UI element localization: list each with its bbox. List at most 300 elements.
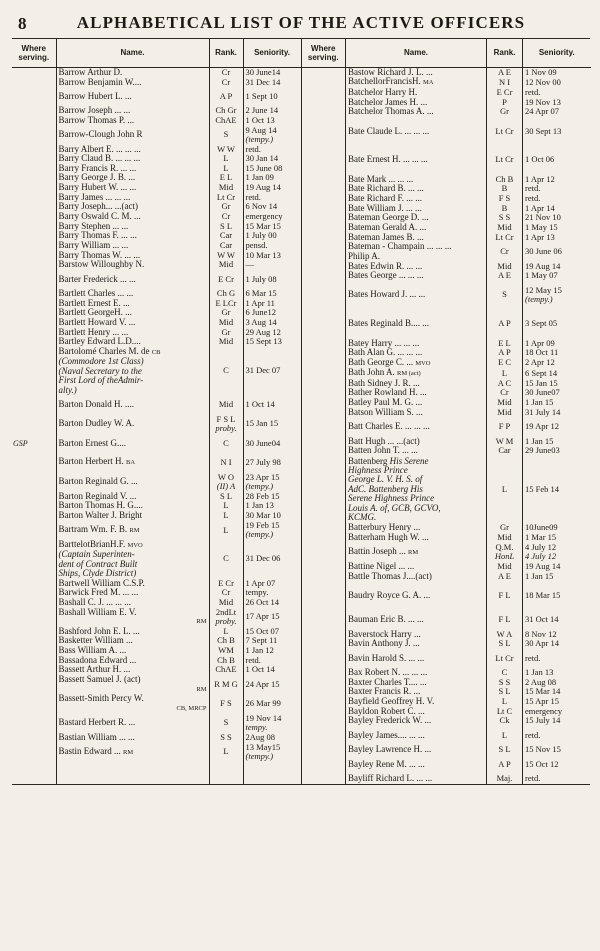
rank-value: Lt Cr bbox=[216, 192, 236, 202]
where-serving-cell bbox=[302, 310, 346, 339]
where-serving-cell bbox=[302, 678, 346, 688]
seniority-cell bbox=[523, 687, 591, 697]
officer-honours: RM (act) bbox=[397, 370, 421, 378]
officer-name-cell bbox=[346, 678, 487, 688]
leader-dots: ...(act) bbox=[114, 202, 138, 212]
seniority-cell bbox=[243, 116, 301, 126]
seniority-cell bbox=[523, 194, 591, 204]
officer-name-cell bbox=[56, 77, 209, 87]
rank-cell bbox=[209, 656, 243, 666]
where-serving-cell bbox=[302, 687, 346, 697]
officer-name: Barton Herbert H. bbox=[58, 456, 124, 467]
officer-row bbox=[302, 774, 591, 784]
leader-dots: ... ... bbox=[119, 273, 136, 284]
leader-dots: ... bbox=[422, 532, 429, 543]
seniority-cell bbox=[523, 562, 591, 572]
where-serving-cell bbox=[302, 261, 346, 271]
seniority-cell bbox=[523, 281, 591, 310]
officer-name: Batey Harry bbox=[348, 338, 393, 348]
officer-name-cell bbox=[56, 636, 209, 646]
page-title: ALPHABETICAL LIST OF THE ACTIVE OFFICERS bbox=[76, 13, 526, 32]
rank-value: Cr bbox=[221, 77, 231, 87]
where-serving-cell bbox=[302, 77, 346, 87]
officer-row bbox=[12, 212, 301, 222]
rank-value: Mid bbox=[497, 397, 512, 408]
where-serving-cell bbox=[12, 87, 56, 106]
seniority-value: 1 Jan 09 bbox=[245, 173, 274, 183]
seniority-cell bbox=[243, 77, 301, 87]
officer-row bbox=[302, 408, 591, 418]
leader-dots: ... ... bbox=[122, 588, 139, 598]
where-serving-cell bbox=[302, 68, 346, 78]
rank-value: Mid bbox=[497, 407, 512, 417]
officer-name-cell bbox=[56, 183, 209, 193]
seniority-cell bbox=[523, 146, 591, 175]
officer-honours: MVO bbox=[415, 359, 431, 367]
officer-name-cell bbox=[56, 231, 209, 241]
seniority-value: 8 Nov 12 bbox=[525, 629, 557, 639]
leader-dots: ... ... ... bbox=[105, 192, 131, 202]
rank-cell bbox=[209, 434, 243, 453]
seniority-cell bbox=[523, 358, 591, 368]
where-serving-cell bbox=[302, 213, 346, 223]
officer-name-cell bbox=[56, 472, 209, 491]
seniority-cell bbox=[243, 646, 301, 656]
officer-name: Bayley Lawrence H. bbox=[348, 745, 423, 755]
officer-name-cell bbox=[56, 627, 209, 637]
seniority-value: retd. bbox=[245, 192, 261, 202]
seniority-cell bbox=[243, 511, 301, 521]
seniority-cell bbox=[523, 456, 591, 524]
officer-name-cell bbox=[346, 523, 487, 533]
seniority-value: 1 Jan 15 bbox=[525, 571, 554, 581]
officer-name-cell bbox=[346, 146, 487, 175]
rank-value: Mid bbox=[218, 337, 234, 347]
rank-cell bbox=[487, 543, 523, 562]
rank-cell bbox=[209, 337, 243, 347]
rank-cell bbox=[487, 388, 523, 398]
leader-dots: ... ... bbox=[120, 163, 137, 173]
officer-name: Bate Richard B. bbox=[348, 184, 406, 194]
officer-row bbox=[12, 260, 301, 270]
officer-name-cell bbox=[56, 607, 209, 626]
leader-dots: ... bbox=[418, 706, 425, 716]
seniority-value: 30 June07 bbox=[525, 388, 560, 398]
rank-value: Ch B bbox=[495, 174, 514, 184]
where-serving-header: Where serving. bbox=[302, 39, 346, 68]
officer-name: Bate Claude L. bbox=[348, 125, 403, 136]
rank-cell bbox=[209, 68, 243, 78]
rank-value: E L bbox=[498, 338, 511, 348]
rank-value: E C bbox=[498, 357, 511, 368]
officer-row bbox=[12, 521, 301, 540]
rank-header: Rank. bbox=[209, 39, 243, 68]
rank-cell bbox=[209, 270, 243, 289]
seniority-value: 2 June 14 bbox=[245, 106, 279, 116]
officer-name: Barry Francis R. bbox=[58, 163, 119, 173]
officer-row bbox=[302, 379, 591, 389]
leader-dots: ... bbox=[122, 298, 130, 308]
leader-dots: ... bbox=[125, 308, 132, 318]
officer-name: Bartwell William C.S.P. bbox=[58, 578, 145, 588]
rank-value: Cr bbox=[221, 588, 231, 598]
officer-name-cell bbox=[56, 511, 209, 521]
officer-name-cell bbox=[346, 533, 487, 543]
officer-name-cell bbox=[56, 164, 209, 174]
officer-name-cell bbox=[346, 77, 487, 87]
rank-cell bbox=[487, 242, 523, 261]
leader-dots: ... ... ... bbox=[397, 348, 423, 358]
officer-name-cont: Philip A. bbox=[348, 250, 381, 261]
leader-dots: ... ... bbox=[406, 193, 423, 203]
rank-value: S L bbox=[498, 745, 511, 755]
officer-name: Bates Edwin R. bbox=[348, 261, 405, 271]
officer-name-cell bbox=[346, 639, 487, 649]
officer-name: Bassett Samuel J. (act) bbox=[58, 674, 141, 685]
officer-row bbox=[302, 242, 591, 261]
where-serving-cell bbox=[302, 437, 346, 447]
officer-honours: BA bbox=[125, 459, 136, 467]
leader-dots: ... ... bbox=[118, 732, 135, 742]
officer-name-cell bbox=[56, 646, 209, 656]
rank-cell bbox=[209, 395, 243, 414]
seniority-value: 19 Feb 15 bbox=[245, 520, 280, 530]
where-serving-cell bbox=[12, 665, 56, 675]
where-serving-cell bbox=[302, 639, 346, 649]
officer-appointment: dent of Contract Built bbox=[58, 558, 138, 569]
officer-row bbox=[302, 358, 591, 368]
officer-name: Bates George bbox=[348, 271, 397, 281]
rank-value: ChAE bbox=[215, 665, 237, 675]
leader-dots: ... ... ... bbox=[116, 144, 141, 154]
rank-cell bbox=[209, 607, 243, 626]
rank-cell bbox=[209, 106, 243, 116]
seniority-value: 15 Jan 15 bbox=[525, 378, 558, 388]
seniority-cell bbox=[243, 733, 301, 743]
rank-cell bbox=[487, 755, 523, 774]
seniority-value: 21 Nov 10 bbox=[525, 213, 561, 223]
officer-name-cell bbox=[56, 733, 209, 743]
where-serving-cell bbox=[302, 271, 346, 281]
officer-name: Barry Oswald C. M. bbox=[58, 211, 132, 222]
officer-row bbox=[12, 106, 301, 116]
leader-dots: ... ... bbox=[416, 774, 433, 784]
where-serving-cell bbox=[12, 212, 56, 222]
rank-cell bbox=[209, 694, 243, 713]
seniority-cell bbox=[243, 106, 301, 116]
seniority-value: 1 Jan 12 bbox=[245, 645, 274, 656]
officer-name-cell bbox=[346, 687, 487, 697]
officer-row bbox=[12, 472, 301, 491]
officer-row bbox=[302, 271, 591, 281]
where-serving-cell bbox=[302, 194, 346, 204]
seniority-cell bbox=[523, 88, 591, 98]
seniority-value: 2 Apr 12 bbox=[525, 357, 555, 368]
seniority-cell bbox=[243, 434, 301, 453]
left-column-table bbox=[12, 39, 302, 784]
seniority-cell bbox=[243, 154, 301, 164]
rank-cell bbox=[487, 146, 523, 175]
officer-name: BarttelotBrianH.F. bbox=[58, 539, 126, 549]
leader-dots: ... bbox=[419, 222, 427, 232]
rank-value: Lt C bbox=[496, 706, 513, 716]
seniority-cell bbox=[523, 310, 591, 339]
rank-cell bbox=[487, 213, 523, 223]
officer-row bbox=[12, 299, 301, 309]
officer-name-cell bbox=[346, 175, 487, 185]
seniority-cell bbox=[523, 271, 591, 281]
officer-name-cell bbox=[56, 328, 209, 338]
seniority-value: 1 Apr 11 bbox=[245, 298, 275, 308]
leader-dots: ... ... bbox=[124, 250, 141, 260]
seniority-cell bbox=[243, 212, 301, 222]
rank-cell bbox=[487, 456, 523, 524]
rank-value: Mid bbox=[497, 222, 512, 232]
where-serving-cell bbox=[12, 328, 56, 338]
seniority-cell bbox=[243, 173, 301, 183]
seniority-cell bbox=[523, 175, 591, 185]
leader-dots: ... bbox=[413, 687, 421, 697]
rank-cell bbox=[209, 164, 243, 174]
where-serving-cell bbox=[12, 144, 56, 154]
filler-row bbox=[12, 762, 301, 784]
seniority-value: 18 Mar 15 bbox=[525, 589, 561, 600]
officer-name-cell bbox=[346, 184, 487, 194]
officer-name: Bavin Harold S. bbox=[348, 652, 407, 663]
seniority-cell bbox=[523, 774, 591, 784]
rank-value: W W bbox=[217, 144, 235, 154]
rank-cell bbox=[209, 501, 243, 511]
officer-name: Bayley James.... bbox=[348, 729, 407, 740]
seniority-value: 15 Oct 12 bbox=[525, 758, 559, 769]
rank-cell bbox=[209, 453, 243, 472]
officer-appointment: KCMG. bbox=[348, 512, 377, 523]
rank-cell bbox=[209, 212, 243, 222]
officer-name: Barrow-Clough John R bbox=[58, 129, 143, 140]
where-serving-cell bbox=[12, 501, 56, 511]
leader-dots: ... ... ... bbox=[402, 154, 428, 165]
where-serving-value: GSP bbox=[13, 438, 28, 448]
rank-note: proby. bbox=[215, 616, 237, 627]
seniority-cell bbox=[243, 578, 301, 588]
officer-name: Battle Thomas J....(act) bbox=[348, 571, 432, 581]
officer-name-cell bbox=[346, 388, 487, 398]
rank-cell bbox=[487, 261, 523, 271]
seniority-value: 19 Apr 12 bbox=[525, 421, 559, 432]
officer-name-cell bbox=[346, 358, 487, 368]
where-serving-cell bbox=[12, 222, 56, 232]
where-serving-cell bbox=[12, 395, 56, 414]
seniority-value: 30 Mar 10 bbox=[245, 510, 281, 521]
seniority-cell bbox=[243, 328, 301, 338]
officer-name-cell bbox=[56, 588, 209, 598]
seniority-value: 9 Aug 14 bbox=[245, 125, 277, 135]
officer-row bbox=[12, 87, 301, 106]
officer-name-cell bbox=[346, 398, 487, 408]
officer-row bbox=[12, 627, 301, 637]
officer-name: Barrow Benjamin W.... bbox=[58, 77, 142, 87]
officer-name-cell bbox=[56, 347, 209, 395]
officer-appointment: Highness Prince bbox=[348, 465, 408, 476]
leader-dots: ... ... ... bbox=[115, 154, 141, 164]
rank-value: A P bbox=[219, 90, 233, 101]
rank-value: Gr bbox=[500, 107, 509, 117]
rank-value: N I bbox=[220, 456, 232, 467]
where-serving-cell bbox=[302, 649, 346, 668]
where-serving-cell bbox=[302, 398, 346, 408]
seniority-value: retd. bbox=[525, 193, 541, 203]
rank-value: L bbox=[223, 510, 229, 521]
officer-name: Barry Thomas W. bbox=[58, 250, 123, 260]
rank-value: C bbox=[223, 437, 229, 448]
seniority-note: (tempy.) bbox=[245, 134, 274, 145]
officer-name-cell bbox=[56, 675, 209, 694]
leader-dots: ... ... bbox=[406, 261, 423, 271]
seniority-note: 4 July 12 bbox=[525, 551, 557, 562]
leader-dots: ... bbox=[129, 491, 137, 501]
officer-name-cell bbox=[346, 562, 487, 572]
officer-name: Bassadona Edward bbox=[58, 655, 128, 665]
officer-name-cell bbox=[346, 543, 487, 562]
rank-value: L bbox=[501, 729, 508, 740]
rank-cell bbox=[487, 358, 523, 368]
seniority-cell bbox=[243, 289, 301, 299]
officer-name-cell bbox=[346, 204, 487, 214]
where-serving-cell bbox=[302, 146, 346, 175]
officer-row bbox=[12, 511, 301, 521]
leader-dots: ... ... bbox=[409, 758, 425, 769]
rank-cell bbox=[487, 184, 523, 194]
rank-value: Mid bbox=[218, 597, 234, 607]
officer-name: Bates Reginald B.... bbox=[348, 318, 420, 329]
leader-dots: ... bbox=[423, 589, 431, 600]
leader-dots: ... ... ... bbox=[402, 668, 428, 678]
officer-name-cell bbox=[56, 521, 209, 540]
rank-cell bbox=[487, 726, 523, 745]
officer-name-cell bbox=[346, 213, 487, 223]
seniority-value: 6 June12 bbox=[245, 308, 276, 318]
rank-value: S S bbox=[220, 732, 232, 742]
where-serving-cell bbox=[12, 308, 56, 318]
rank-value: B bbox=[501, 184, 508, 194]
officer-row bbox=[302, 629, 591, 639]
rank-value: S L bbox=[498, 639, 511, 649]
seniority-cell bbox=[243, 202, 301, 212]
officer-appointment: Louis A. of, GCB, GCVO, bbox=[348, 502, 441, 513]
seniority-value: 1 Oct 14 bbox=[245, 665, 275, 675]
rank-value: A E bbox=[498, 271, 511, 281]
where-serving-cell bbox=[12, 183, 56, 193]
officer-name-cell bbox=[346, 368, 487, 378]
officer-row bbox=[302, 697, 591, 707]
officer-name: Bate Richard F. bbox=[348, 193, 405, 203]
seniority-cell bbox=[243, 414, 301, 433]
officer-row bbox=[12, 154, 301, 164]
where-serving-cell bbox=[302, 716, 346, 726]
officer-name-cell bbox=[56, 144, 209, 154]
leader-dots: ... bbox=[123, 665, 131, 675]
rank-cell bbox=[487, 88, 523, 98]
where-serving-cell bbox=[302, 446, 346, 456]
rank-value: S L bbox=[498, 687, 511, 697]
officer-name-cell bbox=[56, 68, 209, 78]
name-header: Name. bbox=[346, 39, 487, 68]
officer-row bbox=[12, 540, 301, 579]
rank-cell bbox=[487, 117, 523, 146]
leader-dots: ... bbox=[128, 317, 136, 328]
rank-cell bbox=[209, 472, 243, 491]
seniority-value: 15 Apr 15 bbox=[525, 696, 559, 707]
rank-value: Cr bbox=[500, 388, 509, 398]
rank-cell bbox=[209, 202, 243, 212]
seniority-value: 15 June 08 bbox=[245, 163, 283, 173]
officer-row bbox=[12, 665, 301, 675]
officer-row bbox=[302, 687, 591, 697]
seniority-note: (tempy.) bbox=[245, 751, 274, 762]
seniority-cell bbox=[243, 222, 301, 232]
seniority-value: 24 Apr 15 bbox=[245, 678, 280, 689]
officer-name-cell bbox=[346, 261, 487, 271]
officer-appointment: AdC. Battenberg His bbox=[348, 483, 423, 494]
where-serving-cell bbox=[302, 533, 346, 543]
leader-dots: ... bbox=[417, 232, 424, 242]
leader-dots: ... ...(act) bbox=[387, 436, 420, 446]
seniority-value: 3 Aug 14 bbox=[245, 317, 277, 328]
officer-name-cell bbox=[346, 379, 487, 389]
officer-row bbox=[12, 501, 301, 511]
rank-value: Gr bbox=[500, 523, 509, 533]
filler-cell bbox=[243, 762, 301, 784]
officer-name-cell bbox=[56, 492, 209, 502]
leader-dots: ... ... bbox=[409, 289, 426, 300]
leader-dots: ... ... bbox=[405, 203, 422, 213]
seniority-cell bbox=[523, 117, 591, 146]
rank-value: C bbox=[223, 365, 229, 376]
seniority-value: 1 Jan 15 bbox=[525, 436, 554, 446]
seniority-cell bbox=[243, 694, 301, 713]
rank-value: P bbox=[502, 97, 507, 107]
officer-name-cell bbox=[346, 649, 487, 668]
officer-row bbox=[302, 562, 591, 572]
where-serving-cell bbox=[12, 472, 56, 491]
seniority-value: 12 Nov 00 bbox=[525, 77, 561, 87]
where-serving-header: Where serving. bbox=[12, 39, 56, 68]
rank-cell bbox=[487, 533, 523, 543]
rank-value: Ck bbox=[499, 716, 510, 726]
officer-name: Bastin Edward bbox=[58, 745, 112, 756]
officer-name: Bassett Arthur H. bbox=[58, 665, 122, 675]
rank-cell bbox=[487, 446, 523, 456]
where-serving-cell bbox=[12, 250, 56, 260]
officer-name: Bath George C. bbox=[348, 357, 405, 367]
rank-cell bbox=[487, 348, 523, 358]
seniority-cell bbox=[243, 250, 301, 260]
seniority-cell bbox=[243, 607, 301, 626]
officer-name: Bax Robert N. bbox=[348, 668, 401, 678]
rank-cell bbox=[209, 492, 243, 502]
officer-name: Bassett-Smith Percy W. bbox=[58, 694, 144, 704]
seniority-cell bbox=[243, 501, 301, 511]
rank-value: Mid bbox=[218, 399, 234, 410]
officer-name-cell bbox=[56, 202, 209, 212]
officer-name: Barrow Arthur D. bbox=[58, 67, 123, 77]
seniority-cell bbox=[243, 665, 301, 675]
rank-cell bbox=[209, 173, 243, 183]
rank-cell bbox=[209, 222, 243, 232]
seniority-value: retd. bbox=[245, 655, 261, 665]
seniority-value: retd. bbox=[525, 184, 541, 194]
seniority-cell bbox=[243, 260, 301, 270]
